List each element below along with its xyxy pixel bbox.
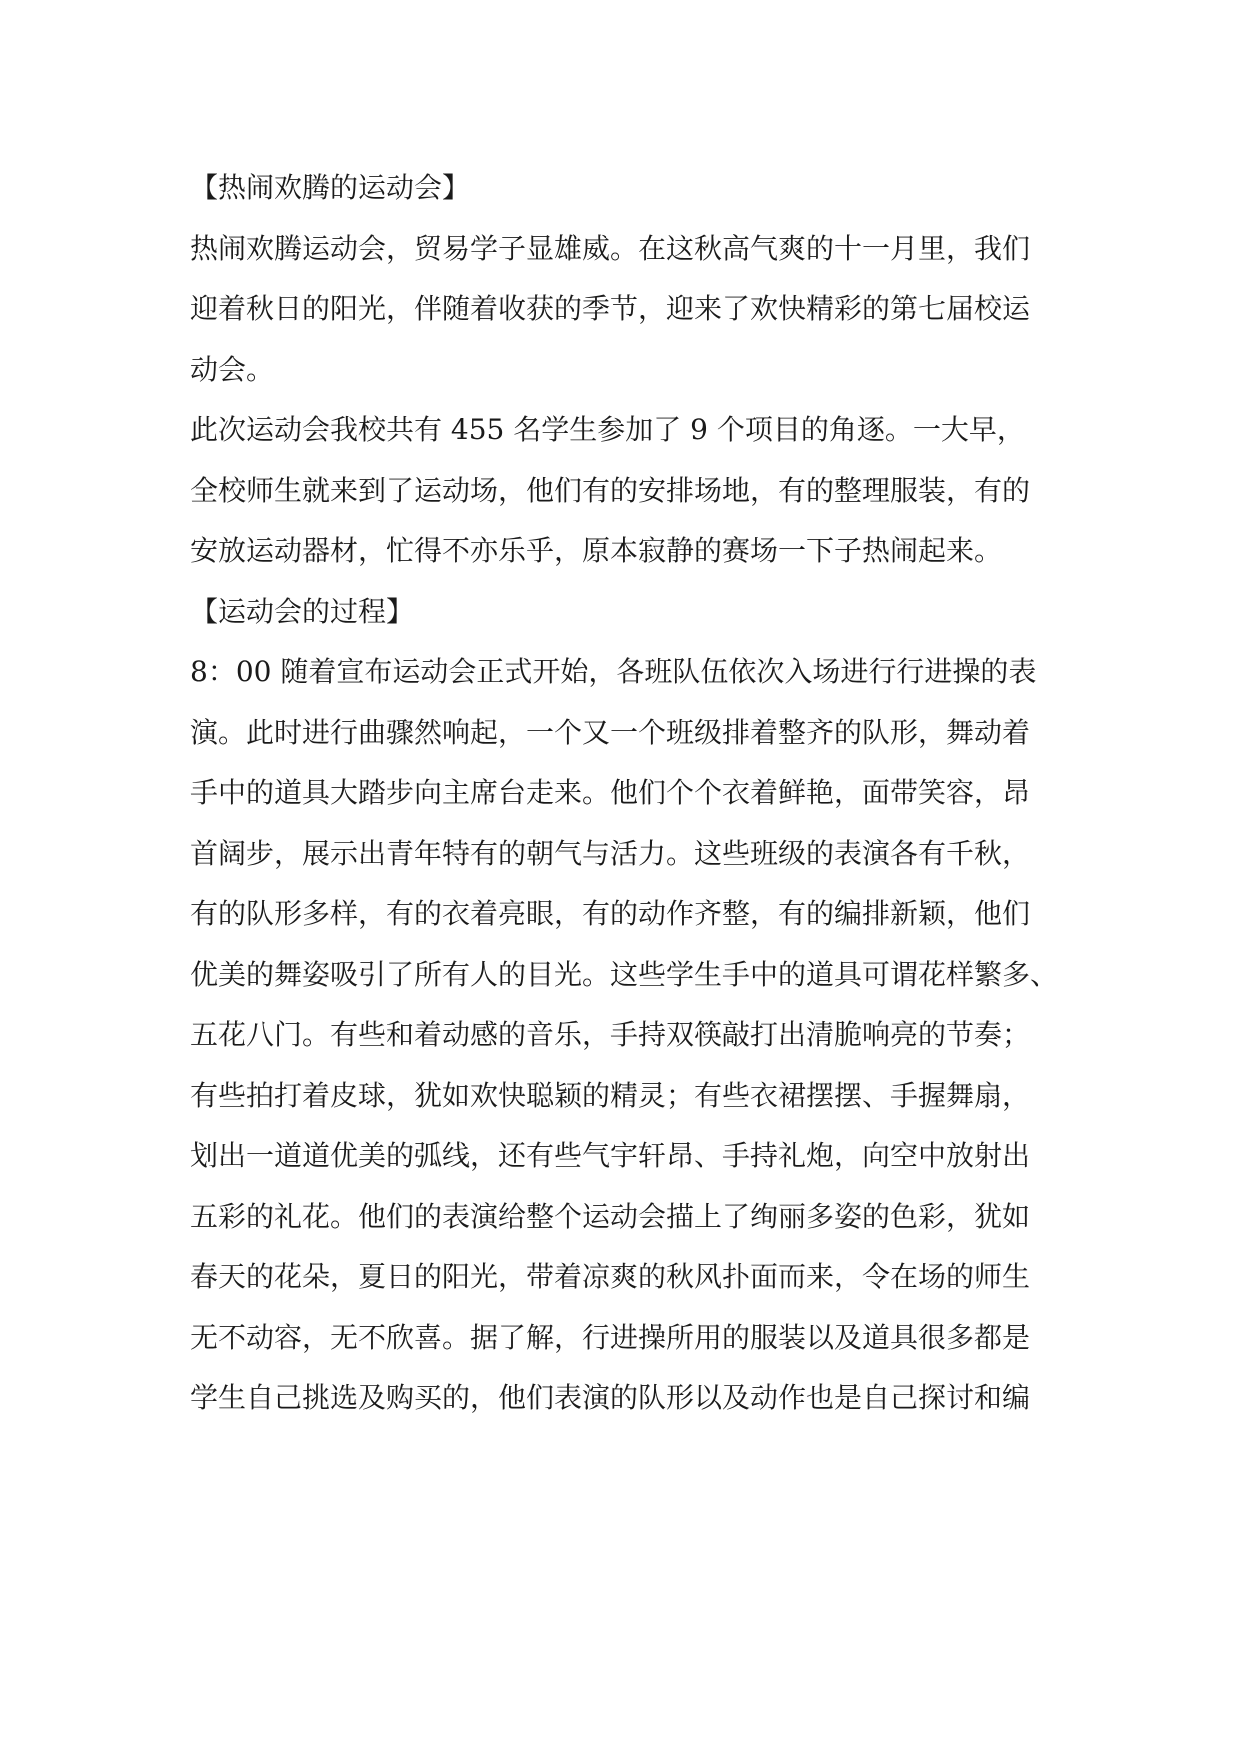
- paragraph-line: 演。此时进行曲骤然响起，一个又一个班级排着整齐的队形，舞动着: [190, 715, 1031, 749]
- paragraph-line: 首阔步，展示出青年特有的朝气与活力。这些班级的表演各有千秋，: [190, 836, 1031, 870]
- paragraph-line: 全校师生就来到了运动场，他们有的安排场地，有的整理服装，有的: [190, 473, 1031, 507]
- paragraph-line: 优美的舞姿吸引了所有人的目光。这些学生手中的道具可谓花样繁多、: [190, 957, 1059, 991]
- section-heading: 【热闹欢腾的运动会】: [190, 171, 471, 204]
- paragraph-line: 8：00 随着宣布运动会正式开始，各班队伍依次入场进行行进操的表: [190, 655, 1037, 688]
- paragraph-line: 动会。: [190, 352, 275, 386]
- section-heading: 【运动会的过程】: [190, 594, 415, 628]
- paragraph-line: 有些拍打着皮球，犹如欢快聪颖的精灵；有些衣裙摆摆、手握舞扇，: [190, 1078, 1031, 1112]
- paragraph-line: 学生自己挑选及购买的，他们表演的队形以及动作也是自己探讨和编: [190, 1381, 1031, 1414]
- paragraph-line: 此次运动会我校共有 455 名学生参加了 9 个项目的角逐。一大早，: [190, 413, 1025, 446]
- paragraph-line: 迎着秋日的阳光，伴随着收获的季节，迎来了欢快精彩的第七届校运: [190, 292, 1031, 325]
- paragraph-line: 五花八门。有些和着动感的音乐，手持双筷敲打出清脆响亮的节奏；: [190, 1018, 1031, 1051]
- paragraph-line: 划出一道道优美的弧线，还有些气宇轩昂、手持礼炮，向空中放射出: [190, 1139, 1031, 1172]
- paragraph-line: 有的队形多样，有的衣着亮眼，有的动作齐整，有的编排新颖，他们: [190, 897, 1031, 930]
- paragraph-line: 手中的道具大踏步向主席台走来。他们个个衣着鲜艳，面带笑容，昂: [190, 776, 1031, 809]
- paragraph-line: 无不动容，无不欣喜。据了解，行进操所用的服装以及道具很多都是: [190, 1320, 1031, 1354]
- paragraph-line: 春天的花朵，夏日的阳光，带着凉爽的秋风扑面而来，令在场的师生: [190, 1260, 1031, 1293]
- document-body: [190, 158, 1070, 1429]
- paragraph-line: 热闹欢腾运动会，贸易学子显雄威。在这秋高气爽的十一月里，我们: [190, 231, 1031, 265]
- paragraph-line: 安放运动器材，忙得不亦乐乎，原本寂静的赛场一下子热闹起来。: [190, 534, 1003, 567]
- paragraph-line: 五彩的礼花。他们的表演给整个运动会描上了绚丽多姿的色彩，犹如: [190, 1199, 1031, 1233]
